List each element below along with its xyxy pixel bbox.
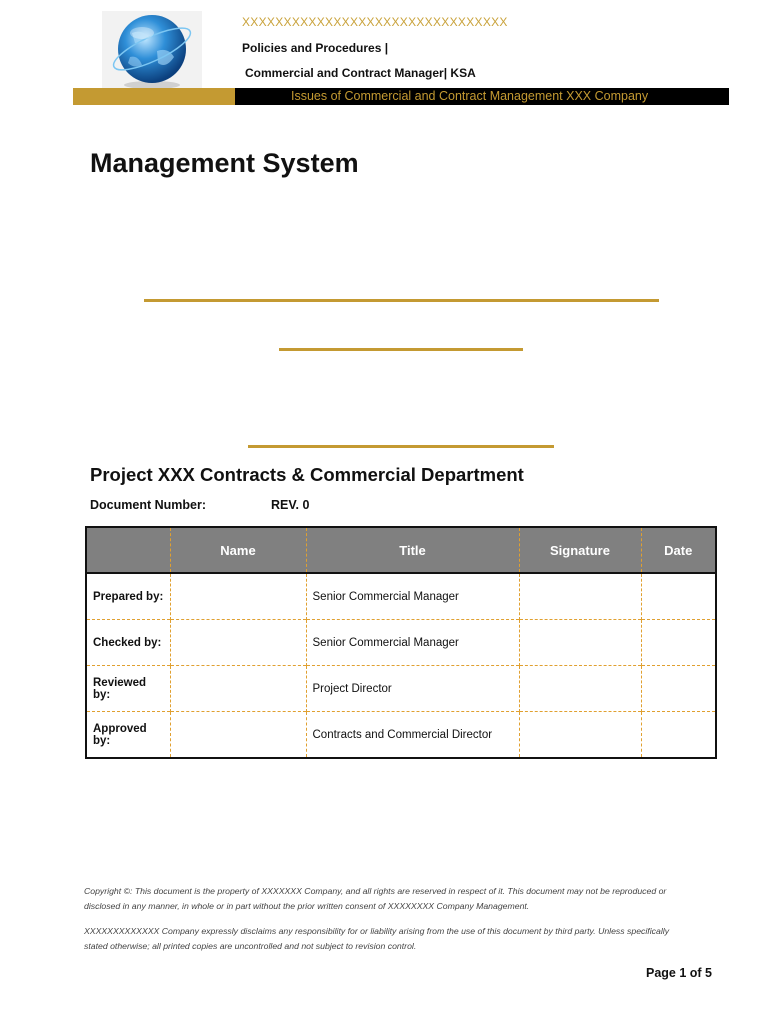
header-cell-name: Name [170, 527, 306, 573]
table-row [86, 666, 716, 712]
header-cell-date: Date [641, 527, 716, 573]
divider-rule [144, 299, 659, 302]
approval-table [85, 526, 717, 759]
revision-label: REV. 0 [271, 498, 310, 512]
divider-rule [248, 445, 554, 448]
disclaimer-line: XXXXXXXXXXXXX Company expressly disclaims any responsibility for or liability arising from the use of this document by third party. Unless specifically [84, 926, 670, 936]
row-title: Senior Commercial Manager [306, 573, 519, 620]
table-row [86, 573, 716, 620]
disclaimer-notice [84, 924, 704, 954]
row-date [641, 620, 716, 666]
page-number: Page 1 of 5 [646, 966, 712, 980]
header-policies: Policies and Procedures | [242, 41, 389, 55]
row-title: Project Director [306, 666, 519, 712]
header-band-text: Issues of Commercial and Contract Management XXX Company [291, 89, 649, 103]
row-date [641, 573, 716, 620]
globe-icon [102, 11, 202, 89]
project-heading: Project XXX Contracts & Commercial Department [90, 464, 524, 485]
header-cell-role [86, 527, 170, 573]
row-signature [519, 620, 641, 666]
header-band [235, 88, 729, 105]
header-code: XXXXXXXXXXXXXXXXXXXXXXXXXXXXXXXX [242, 15, 508, 29]
row-signature [519, 573, 641, 620]
row-name [170, 712, 306, 759]
header-cell-signature: Signature [519, 527, 641, 573]
company-logo [102, 11, 202, 89]
header-band-gold [73, 88, 235, 105]
row-name [170, 666, 306, 712]
row-role: Prepared by: [93, 590, 164, 603]
row-signature [519, 712, 641, 759]
row-signature [519, 666, 641, 712]
disclaimer-line: stated otherwise; all printed copies are uncontrolled and not subject to revision control. [84, 941, 417, 951]
table-header-row [86, 527, 716, 573]
header-role: Commercial and Contract Manager| KSA [245, 66, 476, 80]
table-row [86, 620, 716, 666]
row-name [170, 620, 306, 666]
table-row [86, 712, 716, 759]
row-title: Contracts and Commercial Director [306, 712, 519, 759]
copyright-notice [84, 884, 704, 914]
copyright-line: Copyright ©: This document is the property of XXXXXXX Company, and all rights are reserved in respect of it. This document may not be reproduced or [84, 886, 667, 896]
page-title: Management System [90, 148, 359, 178]
document-number-label: Document Number: [90, 498, 206, 512]
row-name [170, 573, 306, 620]
row-role: Checked by: [86, 620, 170, 666]
row-date [641, 666, 716, 712]
header-cell-title: Title [306, 527, 519, 573]
row-role: Reviewed by: [86, 666, 170, 712]
row-title: Senior Commercial Manager [306, 620, 519, 666]
row-role: Approved by: [86, 712, 170, 759]
divider-rule [279, 348, 523, 351]
copyright-line: disclosed in any manner, in whole or in part without the prior written consent of XXXXXXXX Company Management. [84, 901, 530, 911]
row-date [641, 712, 716, 759]
